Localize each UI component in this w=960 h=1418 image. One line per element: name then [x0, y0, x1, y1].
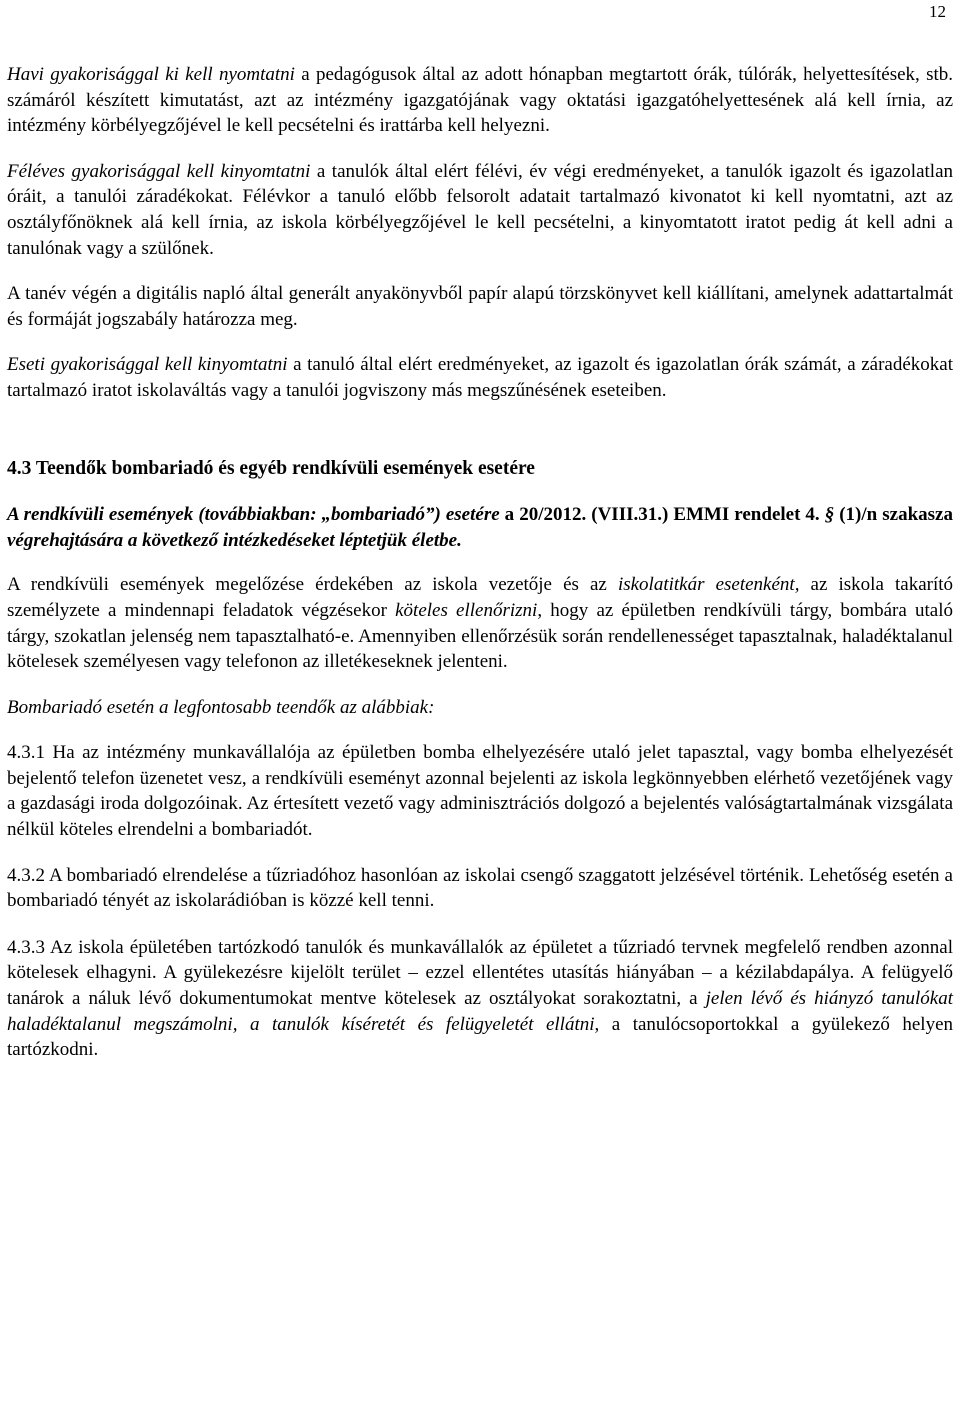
paragraph-text: 4.3.3 Az iskola épületében tartózkodó tanulók és munkavállalók az épületet a tűzriadó tervnek megfelelő rendben azonnal kötelesek elhagyni. A gyülekezésre kijelölt terület – ezzel ellentétes utasítás hiányában – a kézilabdapálya. A felügyelő tanárok a náluk lévő dokumentumokat mentve kötelesek az osztályokat sorakoztatni, a [7, 936, 953, 1010]
emphasis-teacher-duties: jelen lévő és hiányzó tanulókat haladéktalanul megszámolni, a tanulók kíséretét és felügyeletét ellátni [7, 988, 953, 1035]
paragraph-text: , hogy az épületben rendkívüli tárgy, bombára utaló tárgy, szokatlan jelenség nem tapasztalható-e. Amennyiben ellenőrzésük során rendellenességet tapasztalnak, haladéktalanul kötelesek személyesen vagy telefonon az illetékeseknek jelenteni. [7, 599, 953, 673]
paragraph-monthly-print [7, 62, 953, 139]
paragraph-text: , az iskola takarító személyzete a mindennapi feladatok végzésekor [7, 574, 954, 621]
paragraph-occasional-print [7, 352, 953, 403]
emphasis-occasional: Eseti gyakorisággal kell kinyomtatni [7, 354, 288, 376]
paragraph-text: a tanuló által elért eredményeket, az igazolt és igazolatlan órák számát, a záradékokat tartalmazó iratot iskolaváltás vagy a tanulói jogviszony más megszűnésének eseteiben. [7, 354, 953, 401]
paragraph-4-3-2: 4.3.2 A bombariadó elrendelése a tűzriadóhoz hasonlóan az iskolai csengő szaggatott jelzésével történik. Lehetőség esetén a bombariadó tényét az iskolarádióban is közzé kell tenni. [7, 864, 953, 912]
intro-part-2: a 20/2012. (VIII.31.) EMMI rendelet 4. [499, 504, 825, 526]
intro-part-5: végrehajtására a következő intézkedéseket léptetjük életbe. [7, 529, 462, 551]
paragraph-text: , a tanulócsoportokkal a gyülekező helyen tartózkodni. [7, 1013, 953, 1061]
paragraph-yearend-register: A tanév végén a digitális napló által generált anyakönyvből papír alapú törzskönyvet kell kiállítani, amelynek adattartalmát és formáját jogszabály határozza meg. [7, 283, 953, 330]
emphasis-semester: Féléves gyakorisággal kell kinyomtatni [7, 160, 311, 182]
paragraph-4-3-1: 4.3.1 Ha az intézmény munkavállalója az épületben bomba elhelyezésére utaló jelet tapasztal, vagy bomba elhelyezését bejelentő telefon üzenetet vesz, a rendkívüli eseményt azonnal bejelenti az iskola legkönnyebben elérhető vezetőjének vagy a gazdasági iroda dolgozóinak. Az értesített vezető vagy adminisztrációs dolgozó a bejelentés valóságtartalmának vizsgálata nélkül köteles elrendelni a bombariadót. [7, 742, 953, 841]
section-intro [7, 502, 953, 553]
intro-part-4: (1)/n szakasza [834, 504, 953, 526]
emphasis-monthly: Havi gyakorisággal ki kell nyomtatni [7, 64, 295, 85]
section-heading: 4.3 Teendők bombariadó és egyéb rendkívüli események esetére [7, 457, 535, 479]
paragraph-4-3-3 [7, 935, 953, 1063]
paragraph-text: A rendkívüli események megelőzése érdekében az iskola vezetője és az [7, 574, 618, 596]
paragraph-text: a pedagógusok által az adott hónapban megtartott órák, túlórák, helyettesítések, stb. számáról készített kimutatást, azt az intézmény igazgatójának vagy oktatási igazgatóhelyettesének alá kell írnia, az intézmény körbélyegzőjével le kell pecsételni és irattárba kell helyezni. [7, 64, 953, 137]
emphasis-secretary: iskolatitkár esetenként [617, 574, 795, 596]
subheading-bomb-alert: Bombariadó esetén a legfontosabb teendők az alábbiak: [7, 696, 435, 718]
intro-part-1: A rendkívüli események (továbbiakban: „bombariadó”) esetére [7, 504, 500, 526]
paragraph-semester-print [7, 159, 953, 261]
page-number: 12 [929, 2, 946, 21]
emphasis-check: köteles ellenőrizni [395, 599, 538, 621]
page-content [7, 62, 953, 1063]
paragraph-prevention [7, 572, 953, 674]
section-sign: § [824, 504, 835, 526]
paragraph-text: a tanulók által elért félévi, év végi eredményeket, a tanulók igazolt és igazolatlan óráit, a tanulói záradékokat. Félévkor a tanuló előbb felsorolt adatait tartalmazó kivonatot ki kell nyomtatni, azt az osztályfőnöknek alá kell írnia, az iskola körbélyegzőjével le kell pecsételni, a kinyomtatott iratot pedig át kell adni a tanulónak vagy a szülőnek. [7, 160, 953, 259]
